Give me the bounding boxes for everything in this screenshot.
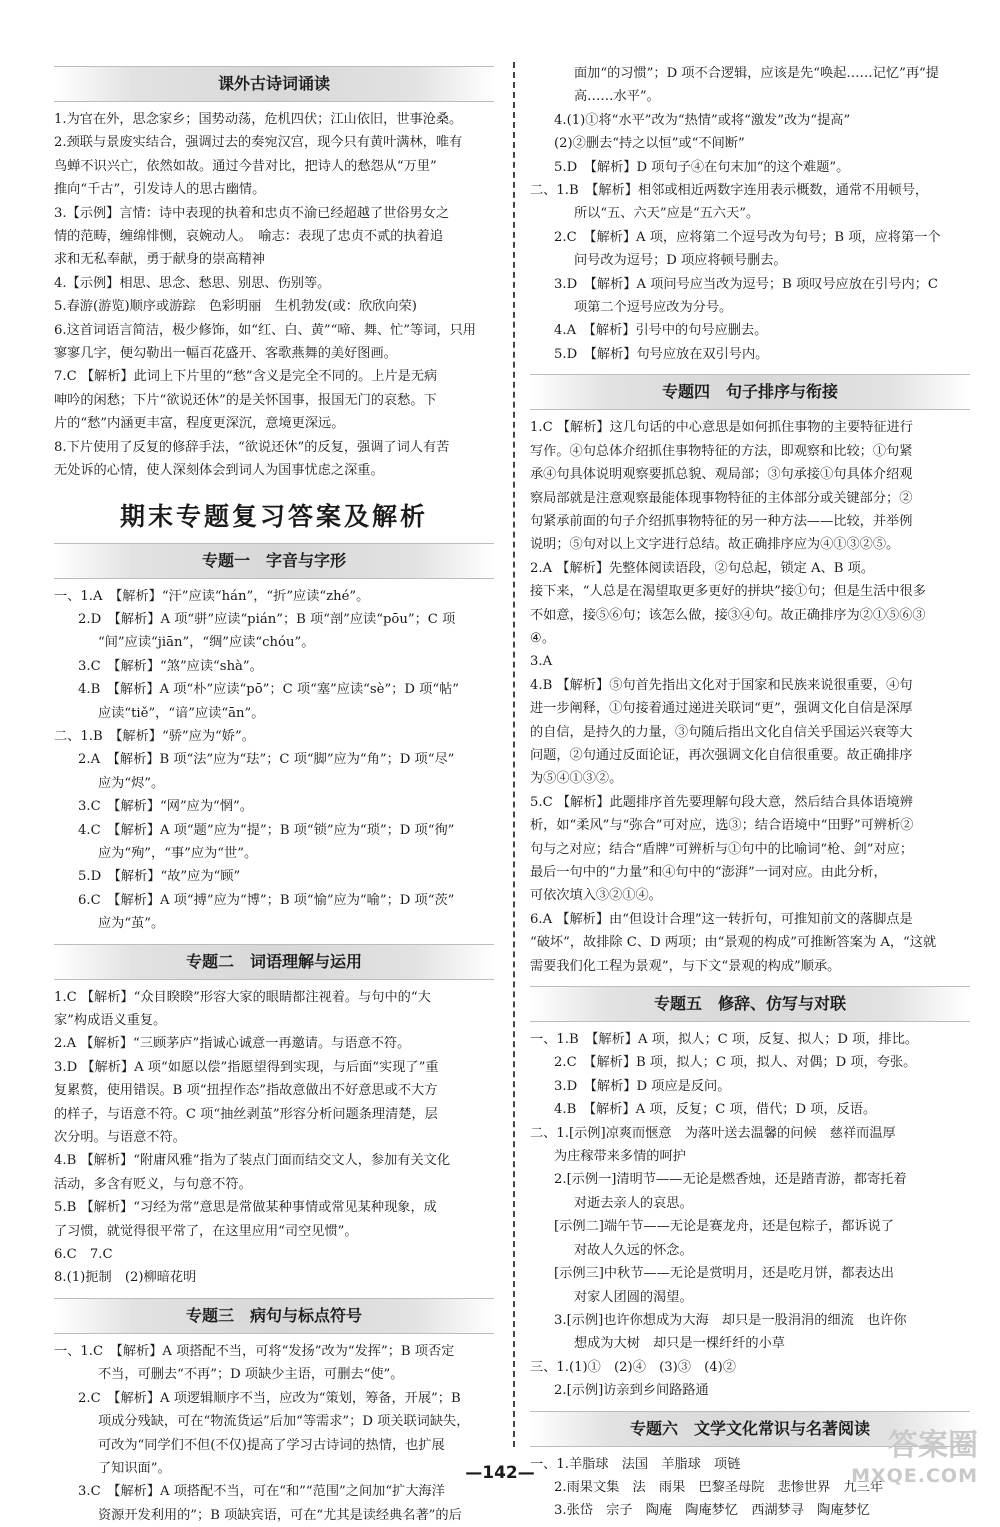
- answer-line: 对逝去亲人的哀思。: [574, 1195, 693, 1211]
- answer-line: 一、1.B 【解析】A 项，拟人；C 项，反复、拟人；D 项，排比。: [530, 1032, 919, 1048]
- answer-line: 片的“愁”内涵更丰富，程度更深沉，意境更深远。: [54, 416, 345, 432]
- answer-line: 一、1.A 【解析】“汗”应读“hán”，“折”应读“zhé”。: [54, 588, 370, 604]
- answer-line: 可改为“同学们不但(不仅)提高了学习古诗词的热情，也扩展: [98, 1437, 445, 1453]
- answer-line: 2.A 【解析】“三顾茅庐”指诚心诚意一再邀请。与语意不符。: [54, 1036, 411, 1052]
- answer-line: 句与之对应；结合“盾牌”可辨析与①句中的比喻词“枪、剑”对应；: [530, 841, 914, 857]
- answer-line: 2.C 【解析】B 项，拟人；C 项，拟人、对偶；D 项，夸张。: [554, 1055, 917, 1071]
- answer-line: 无处诉的心情，使人深刻体会到词人为国事忧虑之深重。: [54, 463, 384, 479]
- answer-line: 4.C 【解析】A 项“题”应为“提”；B 项“锁”应为“琐”；D 项“徇”: [78, 822, 455, 838]
- answer-line: 问题，②句通过反面论证，再次强调文化自信很重要。故正确排序: [530, 747, 913, 763]
- answer-line: 1.C 【解析】“众目睽睽”形容大家的眼睛都注视着。与句中的“大: [54, 989, 431, 1005]
- answer-line: 为⑤④①③②。: [530, 771, 623, 787]
- answer-line: 4.B 【解析】⑤句首先指出文化对于国家和民族来说很重要，④句: [530, 677, 913, 693]
- answer-line: [示例三]中秋节——无论是赏明月，还是吃月饼，都表达出: [554, 1266, 894, 1282]
- answer-line: 3.A: [530, 654, 553, 670]
- answer-line: 项第二个逗号应改为分号。: [574, 300, 733, 316]
- page-main-title: 期末专题复习答案及解析: [119, 501, 428, 531]
- answer-line: ④。: [530, 630, 556, 646]
- answer-line: 5.D 【解析】句号应放在双引号内。: [554, 346, 769, 362]
- topic-1-answers: [54, 585, 494, 936]
- answer-line: 推向“千古”，引发诗人的思古幽情。: [54, 182, 266, 198]
- answer-line: 4.A 【解析】引号中的句号应删去。: [554, 323, 768, 339]
- answer-line: 所以“五、六天”应是“五六天”。: [574, 206, 760, 222]
- section-header-poetry: 课外古诗词诵读: [54, 66, 494, 102]
- answer-line: 情的范畴，缠绵悱恻，哀婉动人。 喻志：表现了忠贞不贰的执着追: [54, 229, 444, 245]
- answer-line: 一、1.C 【解析】A 项搭配不当，可将“发扬”改为“发挥”；B 项否定: [54, 1343, 455, 1359]
- answer-line: 4.B 【解析】“附庸风雅”指为了装点门面而结交文人，参加有关文化: [54, 1153, 451, 1169]
- answer-line: 5.B 【解析】“习经为常”意思是常做某种事情或常见某种现象，成: [54, 1200, 437, 1216]
- answer-line: 8.(1)扼制 (2)柳暗花明: [54, 1270, 197, 1286]
- answer-line: 2.C 【解析】A 项，应将第二个逗号改为句号；B 项，应将第一个: [554, 229, 941, 245]
- answer-line: 3.张岱 宗子 陶庵 陶庵梦忆 西湖梦寻 陶庵梦忆: [554, 1503, 870, 1519]
- answer-line: 1.为官在外，思念家乡；国势动荡，危机四伏；江山依旧，世事沧桑。: [54, 112, 463, 127]
- answer-line: 承④句具体说明观察要抓总貌、观局部；③句承接①句具体介绍观: [530, 467, 913, 483]
- section-header-topic-2: 专题二 词语理解与运用: [54, 944, 494, 980]
- answer-line: 进一步阐释，①句接着通过递进关联词“更”，强调文化自信是深厚: [530, 701, 913, 717]
- answer-line: 8.下片使用了反复的修辞手法，“欲说还休”的反复，强调了词人有苦: [54, 439, 450, 455]
- answer-line: 的自信，是持久的力量，③句随后指出文化自信关乎国运兴衰等大: [530, 724, 913, 740]
- topic-4-answers: [530, 416, 970, 978]
- section-header-topic-5: 专题五 修辞、仿写与对联: [530, 986, 970, 1022]
- right-column: [530, 62, 970, 1523]
- answer-line: 家”构成语义重复。: [54, 1013, 167, 1028]
- answer-line: 二、1.B 【解析】“骄”应为“娇”。: [54, 728, 255, 744]
- answer-line: 3.D 【解析】A 项问号应当改为逗号；B 项叹号应放在引号内；C: [554, 276, 938, 292]
- answer-line: 3.D 【解析】D 项应是反问。: [554, 1078, 731, 1094]
- answer-line: 3.C 【解析】“网”应为“惘”。: [78, 799, 253, 815]
- answer-line: 5.春游(游览)顺序或游踪 色彩明丽 生机勃发(或：欣欣向荣): [54, 299, 417, 315]
- answer-line: 寥寥几字，便勾勒出一幅百花盛开、客歌燕舞的美好图画。: [54, 346, 397, 362]
- answer-line: 3.【示例】言情：诗中表现的执着和忠贞不渝已经超越了世俗男女之: [54, 205, 450, 221]
- answer-line: 6.A 【解析】由“但设计合理”这一转折句，可推知前文的落脚点是: [530, 911, 913, 927]
- answer-line: 2.A 【解析】B 项“法”应为“珐”；C 项“脚”应为“角”；D 项“尽”: [78, 752, 455, 768]
- answer-line: 高……水平”。: [574, 89, 660, 105]
- topic-5-answers: [530, 1028, 970, 1403]
- answer-line: 了知识面”。: [98, 1460, 171, 1476]
- section-header-topic-6: 专题六 文学文化常识与名著阅读: [530, 1411, 970, 1447]
- answer-line: 2.[示例]访亲到乡间路路通: [554, 1383, 709, 1399]
- answer-line: 4.【示例】相思、思念、愁思、别思、伤别等。: [54, 275, 331, 291]
- section-header-topic-1: 专题一 字音与字形: [54, 543, 494, 579]
- answer-line: 6.C 7.C: [54, 1247, 113, 1263]
- answer-line: 7.C 【解析】此词上下片里的“愁”含义是完全不同的。上片是无病: [54, 369, 438, 385]
- answer-line: 可依次填入③②①④。: [530, 888, 662, 904]
- watermark-url: MXQE.COM: [851, 1465, 978, 1487]
- answer-line: 说明；⑤句对以上文字进行总结。故正确排序应为④①③②⑤。: [530, 537, 900, 553]
- answer-line: 一、1.羊脂球 法国 羊脂球 项链: [530, 1456, 741, 1472]
- answer-line: 为庄稼带来多情的呵护: [554, 1149, 686, 1165]
- answer-line: 面加“的习惯”；D 项不合逻辑，应该是先“唤起……记忆”再“提: [574, 66, 939, 81]
- answer-line: 了习惯，就觉得很平常了，在这里应用“司空见惯”。: [54, 1223, 358, 1239]
- answer-line: 想成为大树 却只是一棵纤纤的小草: [574, 1336, 785, 1352]
- answer-line: 4.(1)①将“水平”改为“热情”或将“激发”改为“提高”: [554, 112, 851, 128]
- answer-line: 求和无私奉献，勇于献身的崇高精神: [54, 252, 265, 268]
- answer-line: 最后一句中的“力量”和④句中的“澎湃”一词对应。由此分析，: [530, 865, 887, 880]
- answer-line: 对家人团圆的渴望。: [574, 1289, 693, 1305]
- answer-line: 资源开发利用的”；B 项缺宾语，可在“尤其是读经典名著”的后: [98, 1507, 462, 1523]
- answer-line: [示例二]端午节——无论是赛龙舟，还是包粽子，都诉说了: [554, 1219, 894, 1235]
- answer-line: 析，如“柔风”与“弥合”可对应，选③；结合语境中“田野”可辨析②: [530, 818, 914, 834]
- section-header-topic-4: 专题四 句子排序与衔接: [530, 374, 970, 410]
- page-number: —142—: [465, 1463, 535, 1483]
- answer-line: 3.[示例]也许你想成为大海 却只是一股涓涓的细流 也许你: [554, 1312, 907, 1328]
- left-column: [54, 62, 494, 1527]
- answer-line: 的样子，与语意不符。C 项“抽丝剥茧”形容分析问题条理清楚，层: [54, 1106, 438, 1122]
- watermark-logo-text: 答案圈: [888, 1428, 978, 1463]
- answer-line: 5.D 【解析】D 项句子④在句末加“的这个难题”。: [554, 159, 850, 175]
- answer-line: 3.C 【解析】A 项搭配不当，可在“和”“范围”之间加“扩大海洋: [78, 1484, 445, 1500]
- answer-line: 6.这首词语言简洁，极少修饰，如“红、白、黄”“啼、舞、忙”等词，只用: [54, 322, 476, 338]
- answer-line: 需要我们化工程为景观”，与下文“景观的构成”顺承。: [530, 958, 841, 974]
- answer-line: “破坏”，故排除 C、D 两项；由“景观的构成”可推断答案为 A，“这就: [530, 935, 937, 951]
- column-divider: [513, 62, 515, 1447]
- answer-line: 不当，可删去“不再”；D 项缺少主语，可删去“使”。: [98, 1367, 404, 1383]
- answer-line: 5.C 【解析】此题排序首先要理解句段大意，然后结合具体语境辨: [530, 794, 913, 810]
- answer-line: 呻吟的闲愁；下片“欲说还休”的是关怀国事，报国无门的哀愁。下: [54, 392, 437, 408]
- answer-line: 2.颈联与景废实结合，强调过去的奏宛汉宫，现今只有黄叶满林，唯有: [54, 135, 463, 151]
- topic-3-answers-continued: [530, 62, 970, 366]
- answer-line: 应为“殉”，“事”应为“世”。: [98, 845, 258, 861]
- answer-line: 1.C 【解析】这几句话的中心意思是如何抓住事物的主要特征进行: [530, 420, 913, 436]
- answer-line: 应读“tiě”，“谙”应读“ān”。: [98, 705, 265, 721]
- answer-line: 应为“茧”。: [98, 916, 165, 932]
- topic-2-answers: [54, 986, 494, 1290]
- answer-line: (2)②删去“持之以恒”或“不间断”: [554, 136, 745, 152]
- site-watermark: [828, 1428, 978, 1492]
- answer-line: 2.C 【解析】A 项逻辑顺序不当，应改为“策划，筹备，开展”；B: [78, 1390, 461, 1406]
- answer-line: 2.A 【解析】先整体阅读语段，②句总起，锁定 A、B 项。: [530, 560, 875, 576]
- answer-line: 2.[示例一]清明节——无论是燃香烛，还是踏青游，都寄托着: [554, 1172, 907, 1188]
- answer-line: 次分明。与语意不符。: [54, 1130, 186, 1146]
- answer-line: “间”应读“jiān”，“绸”应读“chóu”。: [98, 635, 315, 651]
- answer-line: 3.D 【解析】A 项“如愿以偿”指愿望得到实现，与后面“实现了”重: [54, 1059, 439, 1075]
- answer-line: 接下来，“人总是在渴望取更多更好的拼块”接①句；但是生活中很多: [530, 584, 926, 600]
- topic-3-answers: [54, 1340, 494, 1527]
- answer-line: 问号改为逗号；D 项应将顿号删去。: [574, 253, 787, 269]
- poetry-answers: [54, 108, 494, 483]
- answer-line: 不如意，接⑤⑥句；该怎么做，接③④句。故正确排序为②①⑤⑥③: [530, 607, 926, 623]
- answer-line: 4.B 【解析】A 项“朴”应读“pō”；C 项“塞”应读“sè”；D 项“帖”: [78, 682, 459, 698]
- answer-line: 项成分残缺，可在“物流货运”后加“等需求”；D 项关联词缺失，: [98, 1414, 470, 1430]
- answer-line: 5.D 【解析】“故”应为“顾”: [78, 869, 241, 885]
- answer-line: 二、1.[示例]凉爽而惬意 为落叶送去温馨的问候 慈祥而温厚: [530, 1125, 896, 1141]
- answer-line: 三、1.(1)① (2)④ (3)③ (4)②: [530, 1359, 736, 1375]
- answer-line: 写作。④句总体介绍抓住事物特征的方法，即观察和比较；①句紧: [530, 443, 913, 459]
- answer-line: 4.B 【解析】A 项，反复；C 项，借代；D 项，反语。: [554, 1102, 877, 1118]
- answer-line: 二、1.B 【解析】相邻或相近两数字连用表示概数，通常不用顿号，: [530, 183, 929, 199]
- answer-line: 2.D 【解析】A 项“骈”应读“pián”；B 项“剖”应读“pōu”；C 项: [78, 611, 456, 627]
- answer-line: 应为“烬”。: [98, 775, 165, 791]
- answer-line: 活动，多含有贬义，与句意不符。: [54, 1176, 252, 1192]
- answer-line: 3.C 【解析】“煞”应读“shà”。: [78, 658, 263, 674]
- answer-line: 鸟蝉不识兴亡，依然如故。通过今昔对比，把诗人的愁怨从“万里”: [54, 158, 437, 174]
- answer-line: 复累赘，使用错误。B 项“扭捏作态”指故意做出不好意思或不大方: [54, 1083, 438, 1099]
- answer-line: 2.雨果文集 法 雨果 巴黎圣母院 悲惨世界 九三年: [554, 1479, 884, 1495]
- answer-line: 句紧承前面的句子介绍抓事物特征的另一种方法——比较，并举例: [530, 513, 913, 529]
- answer-line: 对故人久远的怀念。: [574, 1242, 693, 1258]
- answer-line: 6.C 【解析】A 项“搏”应为“博”；B 项“愉”应为“喻”；D 项“茨”: [78, 892, 455, 908]
- answer-line: 察局部就是注意观察最能体现事物特征的主体部分或关键部分；②: [530, 490, 913, 506]
- section-header-topic-3: 专题三 病句与标点符号: [54, 1298, 494, 1334]
